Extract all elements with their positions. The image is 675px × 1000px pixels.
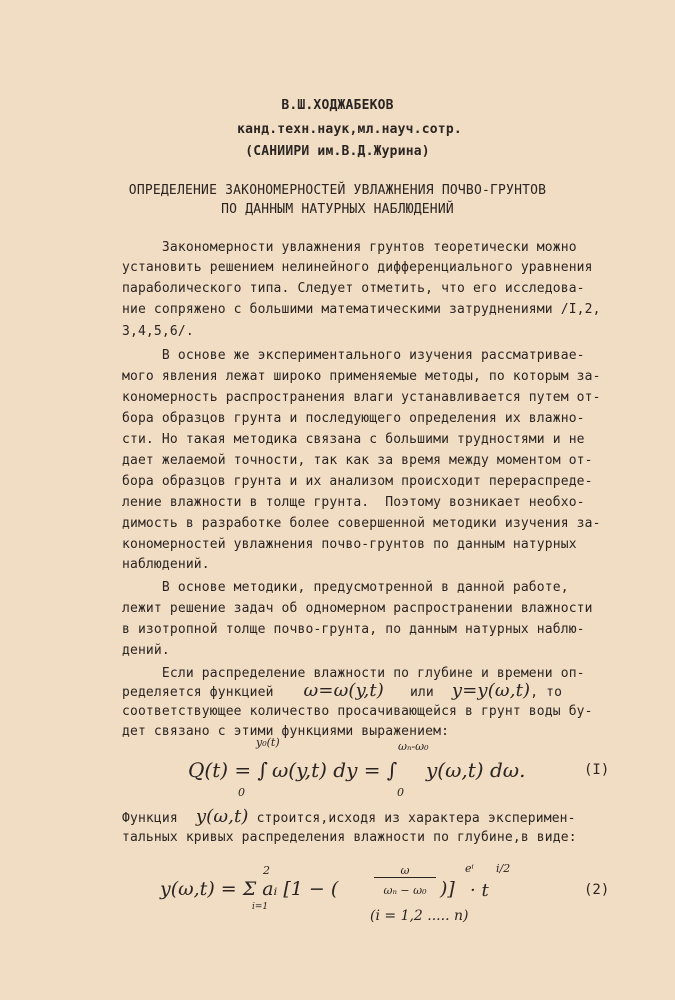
body-line: сти. Но такая методика связана с большими трудностями и не xyxy=(122,432,585,447)
body-line: мого явления лежат широко применяемые методы, по которым за- xyxy=(122,369,601,384)
integral-lower-limit: 0 xyxy=(238,786,245,799)
body-line: 3,4,5,6/. xyxy=(122,324,194,339)
equation-rhs: y(ω,t) dω. xyxy=(426,758,526,782)
text-fragment: ределяется функцией xyxy=(122,685,274,700)
body-line: дает желаемой точности, так как за время между моментом от- xyxy=(122,453,593,468)
equation-lhs: Q(t) = ∫ xyxy=(188,758,268,782)
body-line: дений. xyxy=(122,643,170,658)
body-line-with-function xyxy=(122,806,576,827)
equation-number: (2) xyxy=(584,882,610,898)
body-line: соответствующее количество просачивающейся в грунт воды бу- xyxy=(122,704,593,719)
text-fragment: строится,исходя из характера эксперимен- xyxy=(256,811,576,826)
sum-lower-limit: i=1 xyxy=(252,902,269,912)
integral-lower-limit: 0 xyxy=(397,786,404,799)
body-line: лежит решение задач об одномерном распространении влажности xyxy=(122,601,593,616)
fraction-denominator: ωₙ − ω₀ xyxy=(383,884,427,897)
text-fragment: Функция xyxy=(122,811,178,826)
function-omega: ω=ω(y,t) xyxy=(303,680,384,701)
body-line-with-functions xyxy=(122,680,562,701)
body-line: бора образцов грунта и последующего определения их влажно- xyxy=(122,411,585,426)
body-line: ление влажности в толще грунта. Поэтому возникает необхо- xyxy=(122,495,585,510)
body-line: бора образцов грунта и их анализом происходит перераспреде- xyxy=(122,474,593,489)
body-line: В основе же экспериментального изучения рассматривае- xyxy=(122,348,585,363)
function-y: y(ω,t) xyxy=(195,806,249,827)
author-degree: канд.техн.наук,мл.науч.сотр. xyxy=(237,122,462,137)
equation-number: (I) xyxy=(584,762,610,778)
fraction-numerator: ω xyxy=(374,864,436,878)
body-line: Если распределение влажности по глубине и времени оп- xyxy=(122,666,585,681)
body-line: димость в разработке более совершенной методики изучения за- xyxy=(122,516,601,531)
text-fragment: , то xyxy=(530,685,563,700)
integral-upper-limit: y₀(t) xyxy=(256,736,280,749)
author-affiliation: (САНИИРИ им.В.Д.Журина) xyxy=(245,144,430,159)
body-line: параболического типа. Следует отметить, что его исследова- xyxy=(122,281,585,296)
text-fragment: или xyxy=(409,685,434,700)
body-line: наблюдений. xyxy=(122,557,210,572)
function-y: y=y(ω,t) xyxy=(451,680,531,701)
body-line: в изотропной толще почво-грунта, по данным натурных наблю- xyxy=(122,622,585,637)
body-line: установить решением нелинейного дифференциального уравнения xyxy=(122,260,593,275)
author-name: В.Ш.ХОДЖАБЕКОВ xyxy=(281,98,394,113)
time-exponent: i/2 xyxy=(496,862,511,875)
body-line: тальных кривых распределения влажности по глубине,в виде: xyxy=(122,830,577,845)
equation-middle: ω(y,t) dy = ∫ xyxy=(272,758,398,782)
sum-upper-limit: 2 xyxy=(263,864,270,877)
paper-title-line-1: ОПРЕДЕЛЕНИЕ ЗАКОНОМЕРНОСТЕЙ УВЛАЖНЕНИЯ ПОЧВО-ГРУНТОВ xyxy=(128,183,547,198)
body-line: В основе методики, предусмотренной в данной работе, xyxy=(122,580,569,595)
body-line: ние сопряжено с большими математическими затруднениями /I,2, xyxy=(122,302,601,317)
index-range: (i = 1,2 ..... n) xyxy=(370,908,469,924)
time-factor: · t xyxy=(470,880,489,901)
body-line: кономерность распространения влаги устанавливается путем от- xyxy=(122,390,601,405)
body-line: Закономерности увлажнения грунтов теоретически можно xyxy=(122,240,577,255)
equation-2 xyxy=(0,856,675,936)
body-line: дет связано с этими функциями выражением: xyxy=(122,724,450,739)
paper-title-line-2: ПО ДАННЫМ НАТУРНЫХ НАБЛЮДЕНИЙ xyxy=(221,202,454,217)
equation-lhs: y(ω,t) = Σ aᵢ [1 − ( xyxy=(160,878,339,900)
integral-upper-limit: ωₙ-ω₀ xyxy=(398,740,429,753)
exponent: eⁱ xyxy=(465,862,474,875)
equation-1 xyxy=(0,736,675,816)
body-line: кономерностей увлажнения почво-грунтов по данным натурных xyxy=(122,537,577,552)
closing-brackets: )] xyxy=(440,878,455,900)
